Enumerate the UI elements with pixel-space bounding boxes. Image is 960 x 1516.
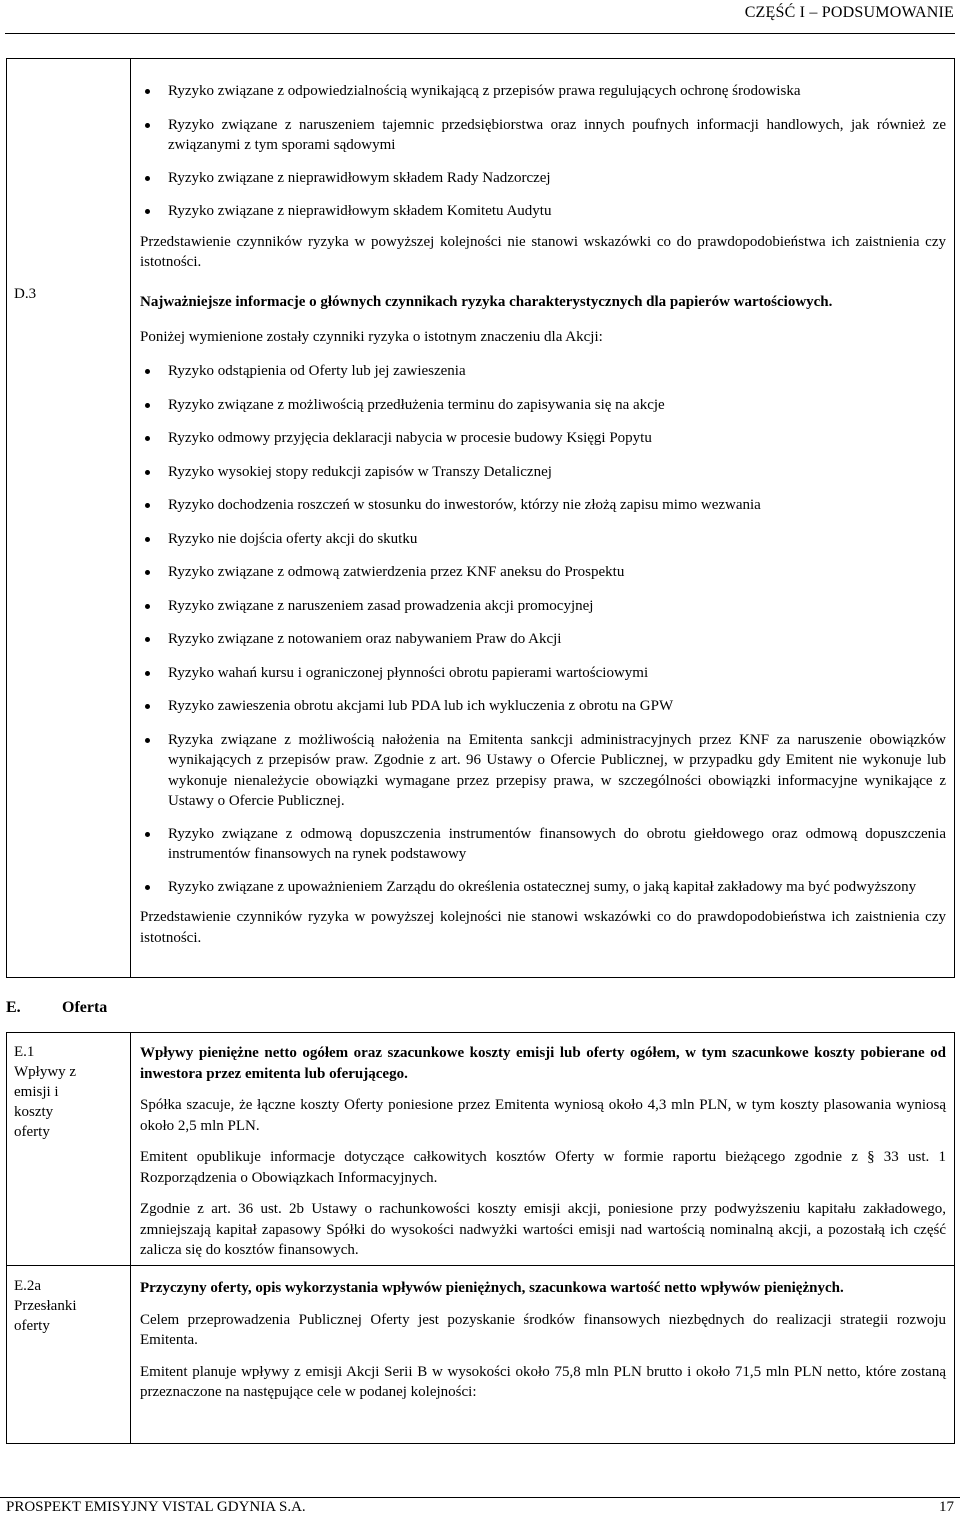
risk-table (6, 58, 955, 978)
risk-bullet: Ryzyko związane z odmową dopuszczenia instrumentów finansowych do obrotu giełdowego oraz odmową dopuszczenia instrumentów finansowych na rynek podstawowy (140, 824, 946, 865)
e2a-paragraph: Celem przeprowadzenia Publicznej Oferty jest pozyskanie środków finansowych niezbędnych do realizacji strategii rozwoju Emitenta. (140, 1311, 946, 1348)
e2a-content (140, 1278, 946, 1403)
e2a-heading: Przyczyny oferty, opis wykorzystania wpływów pieniężnych, szacunkowa wartość netto wpływów pieniężnych. (140, 1280, 844, 1296)
d3-label: D.3 (14, 286, 37, 302)
e2a-label (14, 1276, 114, 1336)
d3-heading: Najważniejsze informacje o głównych czynnikach ryzyka charakterystycznych dla papierów wartościowych. (140, 294, 833, 310)
risk-bullet: Ryzyko związane z naruszeniem tajemnic przedsiębiorstwa oraz innych poufnych informacji handlowych, jak również ze związanymi z tym sporami sądowymi (140, 115, 946, 156)
e1-paragraph: Zgodnie z art. 36 ust. 2b Ustawy o rachunkowości koszty emisji akcji, poniesione przy podwyższeniu kapitału zakładowego, zmniejszają kapitał zapasowy Spółki do wysokości nadwyżki wartości emisji nad wartością nominalną akcji, a pozostałą ich część zalicza się do kosztów finansowych. (140, 1201, 946, 1258)
row-divider (7, 1265, 954, 1266)
header-divider (5, 33, 955, 34)
risk-bullet: Ryzyko nie dojścia oferty akcji do skutku (140, 529, 946, 550)
risk-bullet: Ryzyko związane z nieprawidłowym składem Rady Nadzorczej (140, 168, 946, 189)
section-e-heading (6, 999, 107, 1017)
d3-content (140, 292, 946, 948)
offer-table (6, 1032, 955, 1444)
e1-content (140, 1043, 946, 1261)
risk-bullet: Ryzyka związane z możliwością nałożenia na Emitenta sankcji administracyjnych przez KNF za naruszenie obowiązków wynikających z przepisów praw. Zgodnie z art. 96 Ustawy o Ofercie Publicznej, w przypadku gdy Emitent nie wykonuje lub wykonuje nienależycie obowiązki wymagane przez przepisy prawa, w szczególności obowiązki informacyjne wynikające z Ustawy o Ofercie Publicznej. (140, 730, 946, 812)
risk-order-note: Przedstawienie czynników ryzyka w powyższej kolejności nie stanowi wskazówki co do prawdopodobieństwa ich zaistnienia czy istotności. (140, 233, 946, 270)
e1-label (14, 1042, 84, 1142)
risk-bullet: Ryzyko dochodzenia roszczeń w stosunku do inwestorów, którzy nie złożą zapisu mimo wezwania (140, 495, 946, 516)
risk-bullet: Ryzyko związane z notowaniem oraz nabywaniem Praw do Akcji (140, 629, 946, 650)
risk-bullet: Ryzyko odstąpienia od Oferty lub jej zawieszenia (140, 361, 946, 382)
risk-bullet: Ryzyko związane z możliwością przedłużenia terminu do zapisywania się na akcje (140, 395, 946, 416)
section-e-title: Oferta (62, 999, 108, 1016)
risk-bullet: Ryzyko odmowy przyjęcia deklaracji nabycia w procesie budowy Księgi Popytu (140, 428, 946, 449)
risk-bullet: Ryzyko związane z odmową zatwierdzenia przez KNF aneksu do Prospektu (140, 562, 946, 583)
e1-label-text: Wpływy z emisji i koszty oferty (14, 1064, 77, 1140)
e2a-label-number: E.2a (14, 1278, 42, 1294)
e1-heading: Wpływy pieniężne netto ogółem oraz szacunkowe koszty emisji lub oferty ogółem, w tym szacunkowe koszty pobierane od inwestora przez emitenta lub oferującego. (140, 1045, 946, 1082)
e1-paragraph: Spółka szacuje, że łączne koszty Oferty poniesione przez Emitenta wyniosą około 4,3 mln PLN, w tym koszty plasowania wyniosą około 2,5 mln PLN. (140, 1097, 946, 1134)
risk-order-note: Przedstawienie czynników ryzyka w powyższej kolejności nie stanowi wskazówki co do prawdopodobieństwa ich zaistnienia czy istotności. (140, 909, 946, 946)
page-header-title: CZĘŚĆ I – PODSUMOWANIE (744, 4, 954, 21)
risk-bullet: Ryzyko wysokiej stopy redukcji zapisów w Transzy Detalicznej (140, 462, 946, 483)
section-e-number: E. (6, 999, 21, 1016)
footer-document-title: PROSPEKT EMISYJNY VISTAL GDYNIA S.A. (6, 1499, 306, 1515)
label-column (7, 59, 131, 977)
e1-paragraph: Emitent opublikuje informacje dotyczące całkowitych kosztów Oferty w formie raportu bieżącego zgodnie z § 33 ust. 1 Rozporządzenia o Obowiązkach Informacyjnych. (140, 1149, 946, 1186)
page-number: 17 (939, 1499, 954, 1515)
risk-bullet: Ryzyko związane z upoważnieniem Zarządu do określenia ostatecznej sumy, o jaką kapitał zakładowy ma być podwyższony (140, 877, 946, 898)
d3-intro: Poniżej wymienione zostały czynniki ryzyka o istotnym znaczeniu dla Akcji: (140, 328, 603, 345)
risk-bullet: Ryzyko związane z odpowiedzialnością wynikającą z przepisów prawa regulujących ochronę środowiska (140, 81, 946, 102)
risk-bullet: Ryzyko wahań kursu i ograniczonej płynności obrotu papierami wartościowymi (140, 663, 946, 684)
risk-bullet: Ryzyko zawieszenia obrotu akcjami lub PDA lub ich wykluczenia z obrotu na GPW (140, 696, 946, 717)
e1-label-number: E.1 (14, 1044, 35, 1060)
e2a-label-text: Przesłanki oferty (14, 1298, 77, 1334)
e2a-paragraph: Emitent planuje wpływy z emisji Akcji Serii B w wysokości około 75,8 mln PLN brutto i około 71,5 mln PLN netto, które zostaną przeznaczone na następujące cele w podanej kolejności: (140, 1363, 946, 1400)
d-top-content (140, 81, 946, 273)
footer-divider (0, 1497, 960, 1498)
risk-bullet: Ryzyko związane z naruszeniem zasad prowadzenia akcji promocyjnej (140, 596, 946, 617)
risk-bullet: Ryzyko związane z nieprawidłowym składem Komitetu Audytu (140, 201, 946, 222)
